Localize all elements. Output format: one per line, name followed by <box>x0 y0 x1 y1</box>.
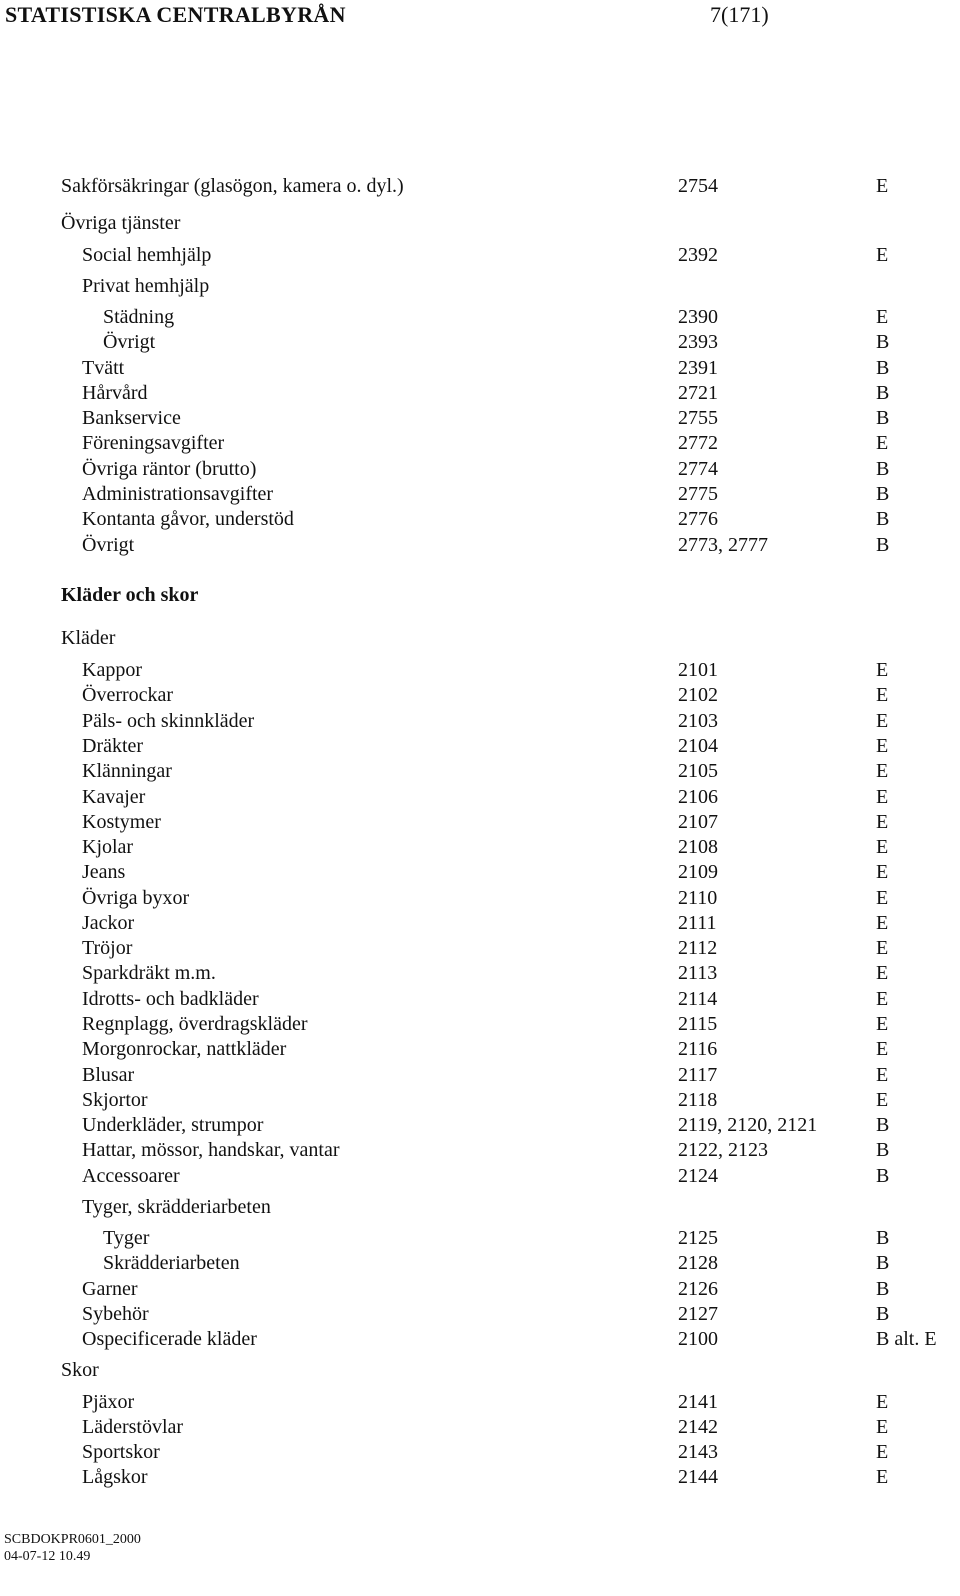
row-code: 2391 <box>678 357 718 379</box>
row-category: B <box>876 483 890 505</box>
row-category: E <box>876 684 889 706</box>
document-header-title: STATISTISKA CENTRALBYRÅN <box>5 2 346 27</box>
row-label: Övrigt <box>103 331 156 353</box>
table-row <box>0 210 960 236</box>
table-row <box>0 1250 960 1276</box>
row-category: B <box>876 458 890 480</box>
row-label: Idrotts- och badkläder <box>82 988 259 1010</box>
row-code: 2119, 2120, 2121 <box>678 1114 818 1136</box>
row-category: E <box>876 710 889 732</box>
row-code: 2106 <box>678 786 718 808</box>
table-row <box>0 1112 960 1138</box>
row-code: 2774 <box>678 458 718 480</box>
table-row <box>0 1301 960 1327</box>
row-label: Privat hemhjälp <box>82 275 210 297</box>
table-row <box>0 885 960 911</box>
row-label: Tyger <box>103 1227 150 1249</box>
row-code: 2111 <box>678 912 717 934</box>
row-label: Accessoarer <box>82 1165 180 1187</box>
table-row <box>0 481 960 507</box>
row-code: 2721 <box>678 382 718 404</box>
row-label: Föreningsavgifter <box>82 432 225 454</box>
row-label: Jeans <box>82 861 126 883</box>
row-label: Tyger, skrädderiarbeten <box>82 1196 271 1218</box>
table-row <box>0 1036 960 1062</box>
row-code: 2142 <box>678 1416 718 1438</box>
row-label: Lågskor <box>82 1466 148 1488</box>
table-row <box>0 1087 960 1113</box>
table-row <box>0 1011 960 1037</box>
row-label: Hårvård <box>82 382 148 404</box>
row-category: B <box>876 1227 890 1249</box>
row-label: Kläder och skor <box>61 584 199 606</box>
table-row <box>0 986 960 1012</box>
row-code: 2118 <box>678 1089 718 1111</box>
table-row <box>0 935 960 961</box>
row-code: 2113 <box>678 962 718 984</box>
table-row <box>0 910 960 936</box>
row-category: E <box>876 1416 889 1438</box>
row-code: 2114 <box>678 988 718 1010</box>
row-code: 2105 <box>678 760 718 782</box>
row-code: 2141 <box>678 1391 718 1413</box>
row-code: 2775 <box>678 483 718 505</box>
row-code: 2100 <box>678 1328 718 1350</box>
row-category: B <box>876 1165 890 1187</box>
row-category: E <box>876 1013 889 1035</box>
row-category: B <box>876 407 890 429</box>
row-label: Social hemhjälp <box>82 244 212 266</box>
row-category: E <box>876 962 889 984</box>
row-code: 2110 <box>678 887 718 909</box>
row-category: E <box>876 1391 889 1413</box>
row-category: B <box>876 1252 890 1274</box>
row-code: 2128 <box>678 1252 718 1274</box>
row-code: 2393 <box>678 331 718 353</box>
row-category: B <box>876 1114 890 1136</box>
row-category: B <box>876 1139 890 1161</box>
table-row <box>0 657 960 683</box>
table-row <box>0 582 960 608</box>
row-label: Sakförsäkringar (glasögon, kamera o. dyl.) <box>61 175 404 197</box>
row-label: Skrädderiarbeten <box>103 1252 240 1274</box>
row-category: E <box>876 175 889 197</box>
row-label: Överrockar <box>82 684 174 706</box>
row-label: Underkläder, strumpor <box>82 1114 264 1136</box>
row-label: Övriga räntor (brutto) <box>82 458 257 480</box>
table-row <box>0 173 960 199</box>
row-label: Pjäxor <box>82 1391 135 1413</box>
row-category: E <box>876 1089 889 1111</box>
row-code: 2112 <box>678 937 718 959</box>
row-label: Tröjor <box>82 937 133 959</box>
row-label: Kappor <box>82 659 142 681</box>
row-category: B <box>876 382 890 404</box>
table-row <box>0 430 960 456</box>
row-code: 2101 <box>678 659 718 681</box>
row-label: Kontanta gåvor, understöd <box>82 508 294 530</box>
row-label: Tvätt <box>82 357 125 379</box>
table-row <box>0 1414 960 1440</box>
table-row <box>0 758 960 784</box>
row-code: 2122, 2123 <box>678 1139 768 1161</box>
row-category: B <box>876 1278 890 1300</box>
table-row <box>0 380 960 406</box>
table-row <box>0 1225 960 1251</box>
row-category: E <box>876 1064 889 1086</box>
table-row <box>0 1194 960 1220</box>
row-code: 2144 <box>678 1466 718 1488</box>
table-row <box>0 682 960 708</box>
row-label: Ospecificerade kläder <box>82 1328 257 1350</box>
row-category: E <box>876 244 889 266</box>
row-category: E <box>876 1038 889 1060</box>
row-category: E <box>876 735 889 757</box>
row-category: E <box>876 988 889 1010</box>
row-code: 2116 <box>678 1038 718 1060</box>
row-label: Päls- och skinnkläder <box>82 710 255 732</box>
table-row <box>0 1163 960 1189</box>
row-code: 2754 <box>678 175 718 197</box>
row-code: 2117 <box>678 1064 718 1086</box>
row-category: B alt. E <box>876 1328 937 1350</box>
row-category: E <box>876 861 889 883</box>
row-label: Blusar <box>82 1064 135 1086</box>
row-code: 2392 <box>678 244 718 266</box>
row-label: Övriga byxor <box>82 887 190 909</box>
table-row <box>0 1439 960 1465</box>
row-label: Regnplagg, överdragskläder <box>82 1013 308 1035</box>
row-code: 2125 <box>678 1227 718 1249</box>
row-label: Hattar, mössor, handskar, vantar <box>82 1139 340 1161</box>
row-label: Skor <box>61 1359 99 1381</box>
row-code: 2115 <box>678 1013 718 1035</box>
row-category: E <box>876 659 889 681</box>
row-label: Sportskor <box>82 1441 160 1463</box>
row-label: Bankservice <box>82 407 181 429</box>
table-row <box>0 708 960 734</box>
row-code: 2126 <box>678 1278 718 1300</box>
table-row <box>0 1326 960 1352</box>
table-row <box>0 329 960 355</box>
row-label: Sybehör <box>82 1303 149 1325</box>
row-label: Administrationsavgifter <box>82 483 274 505</box>
table-row <box>0 1062 960 1088</box>
table-row <box>0 834 960 860</box>
row-label: Jackor <box>82 912 135 934</box>
row-category: E <box>876 432 889 454</box>
row-category: E <box>876 937 889 959</box>
row-category: E <box>876 760 889 782</box>
footer-timestamp: 04-07-12 10.49 <box>4 1549 91 1564</box>
row-label: Morgonrockar, nattkläder <box>82 1038 287 1060</box>
row-category: B <box>876 534 890 556</box>
table-row <box>0 960 960 986</box>
table-row <box>0 625 960 651</box>
table-row <box>0 1137 960 1163</box>
table-row <box>0 273 960 299</box>
row-code: 2127 <box>678 1303 718 1325</box>
row-code: 2104 <box>678 735 718 757</box>
table-row <box>0 405 960 431</box>
row-code: 2776 <box>678 508 718 530</box>
row-label: Övriga tjänster <box>61 212 181 234</box>
footer-doc-id: SCBDOKPR0601_2000 <box>4 1532 141 1547</box>
row-label: Kostymer <box>82 811 161 833</box>
row-category: E <box>876 887 889 909</box>
table-row <box>0 784 960 810</box>
row-code: 2107 <box>678 811 718 833</box>
table-row <box>0 304 960 330</box>
row-label: Garner <box>82 1278 138 1300</box>
row-category: E <box>876 1466 889 1488</box>
row-code: 2773, 2777 <box>678 534 768 556</box>
table-row <box>0 506 960 532</box>
row-label: Övrigt <box>82 534 135 556</box>
row-code: 2124 <box>678 1165 718 1187</box>
table-row <box>0 532 960 558</box>
row-code: 2108 <box>678 836 718 858</box>
row-category: B <box>876 508 890 530</box>
row-label: Sparkdräkt m.m. <box>82 962 216 984</box>
row-label: Kjolar <box>82 836 134 858</box>
row-code: 2772 <box>678 432 718 454</box>
row-label: Dräkter <box>82 735 144 757</box>
row-category: B <box>876 1303 890 1325</box>
page-number: 7(171) <box>710 2 769 27</box>
row-label: Kavajer <box>82 786 146 808</box>
table-row <box>0 809 960 835</box>
table-row <box>0 1276 960 1302</box>
table-row <box>0 859 960 885</box>
row-label: Läderstövlar <box>82 1416 184 1438</box>
row-code: 2390 <box>678 306 718 328</box>
row-label: Klänningar <box>82 760 172 782</box>
row-code: 2109 <box>678 861 718 883</box>
table-row <box>0 1464 960 1490</box>
row-category: B <box>876 357 890 379</box>
table-row <box>0 1357 960 1383</box>
row-category: E <box>876 912 889 934</box>
row-label: Skjortor <box>82 1089 148 1111</box>
row-category: E <box>876 1441 889 1463</box>
row-code: 2143 <box>678 1441 718 1463</box>
row-code: 2102 <box>678 684 718 706</box>
table-row <box>0 456 960 482</box>
table-row <box>0 733 960 759</box>
row-code: 2103 <box>678 710 718 732</box>
row-category: E <box>876 836 889 858</box>
row-code: 2755 <box>678 407 718 429</box>
table-row <box>0 1389 960 1415</box>
row-category: E <box>876 306 889 328</box>
row-category: E <box>876 811 889 833</box>
row-category: B <box>876 331 890 353</box>
row-category: E <box>876 786 889 808</box>
row-label: Kläder <box>61 627 116 649</box>
table-row <box>0 355 960 381</box>
table-row <box>0 242 960 268</box>
row-label: Städning <box>103 306 175 328</box>
